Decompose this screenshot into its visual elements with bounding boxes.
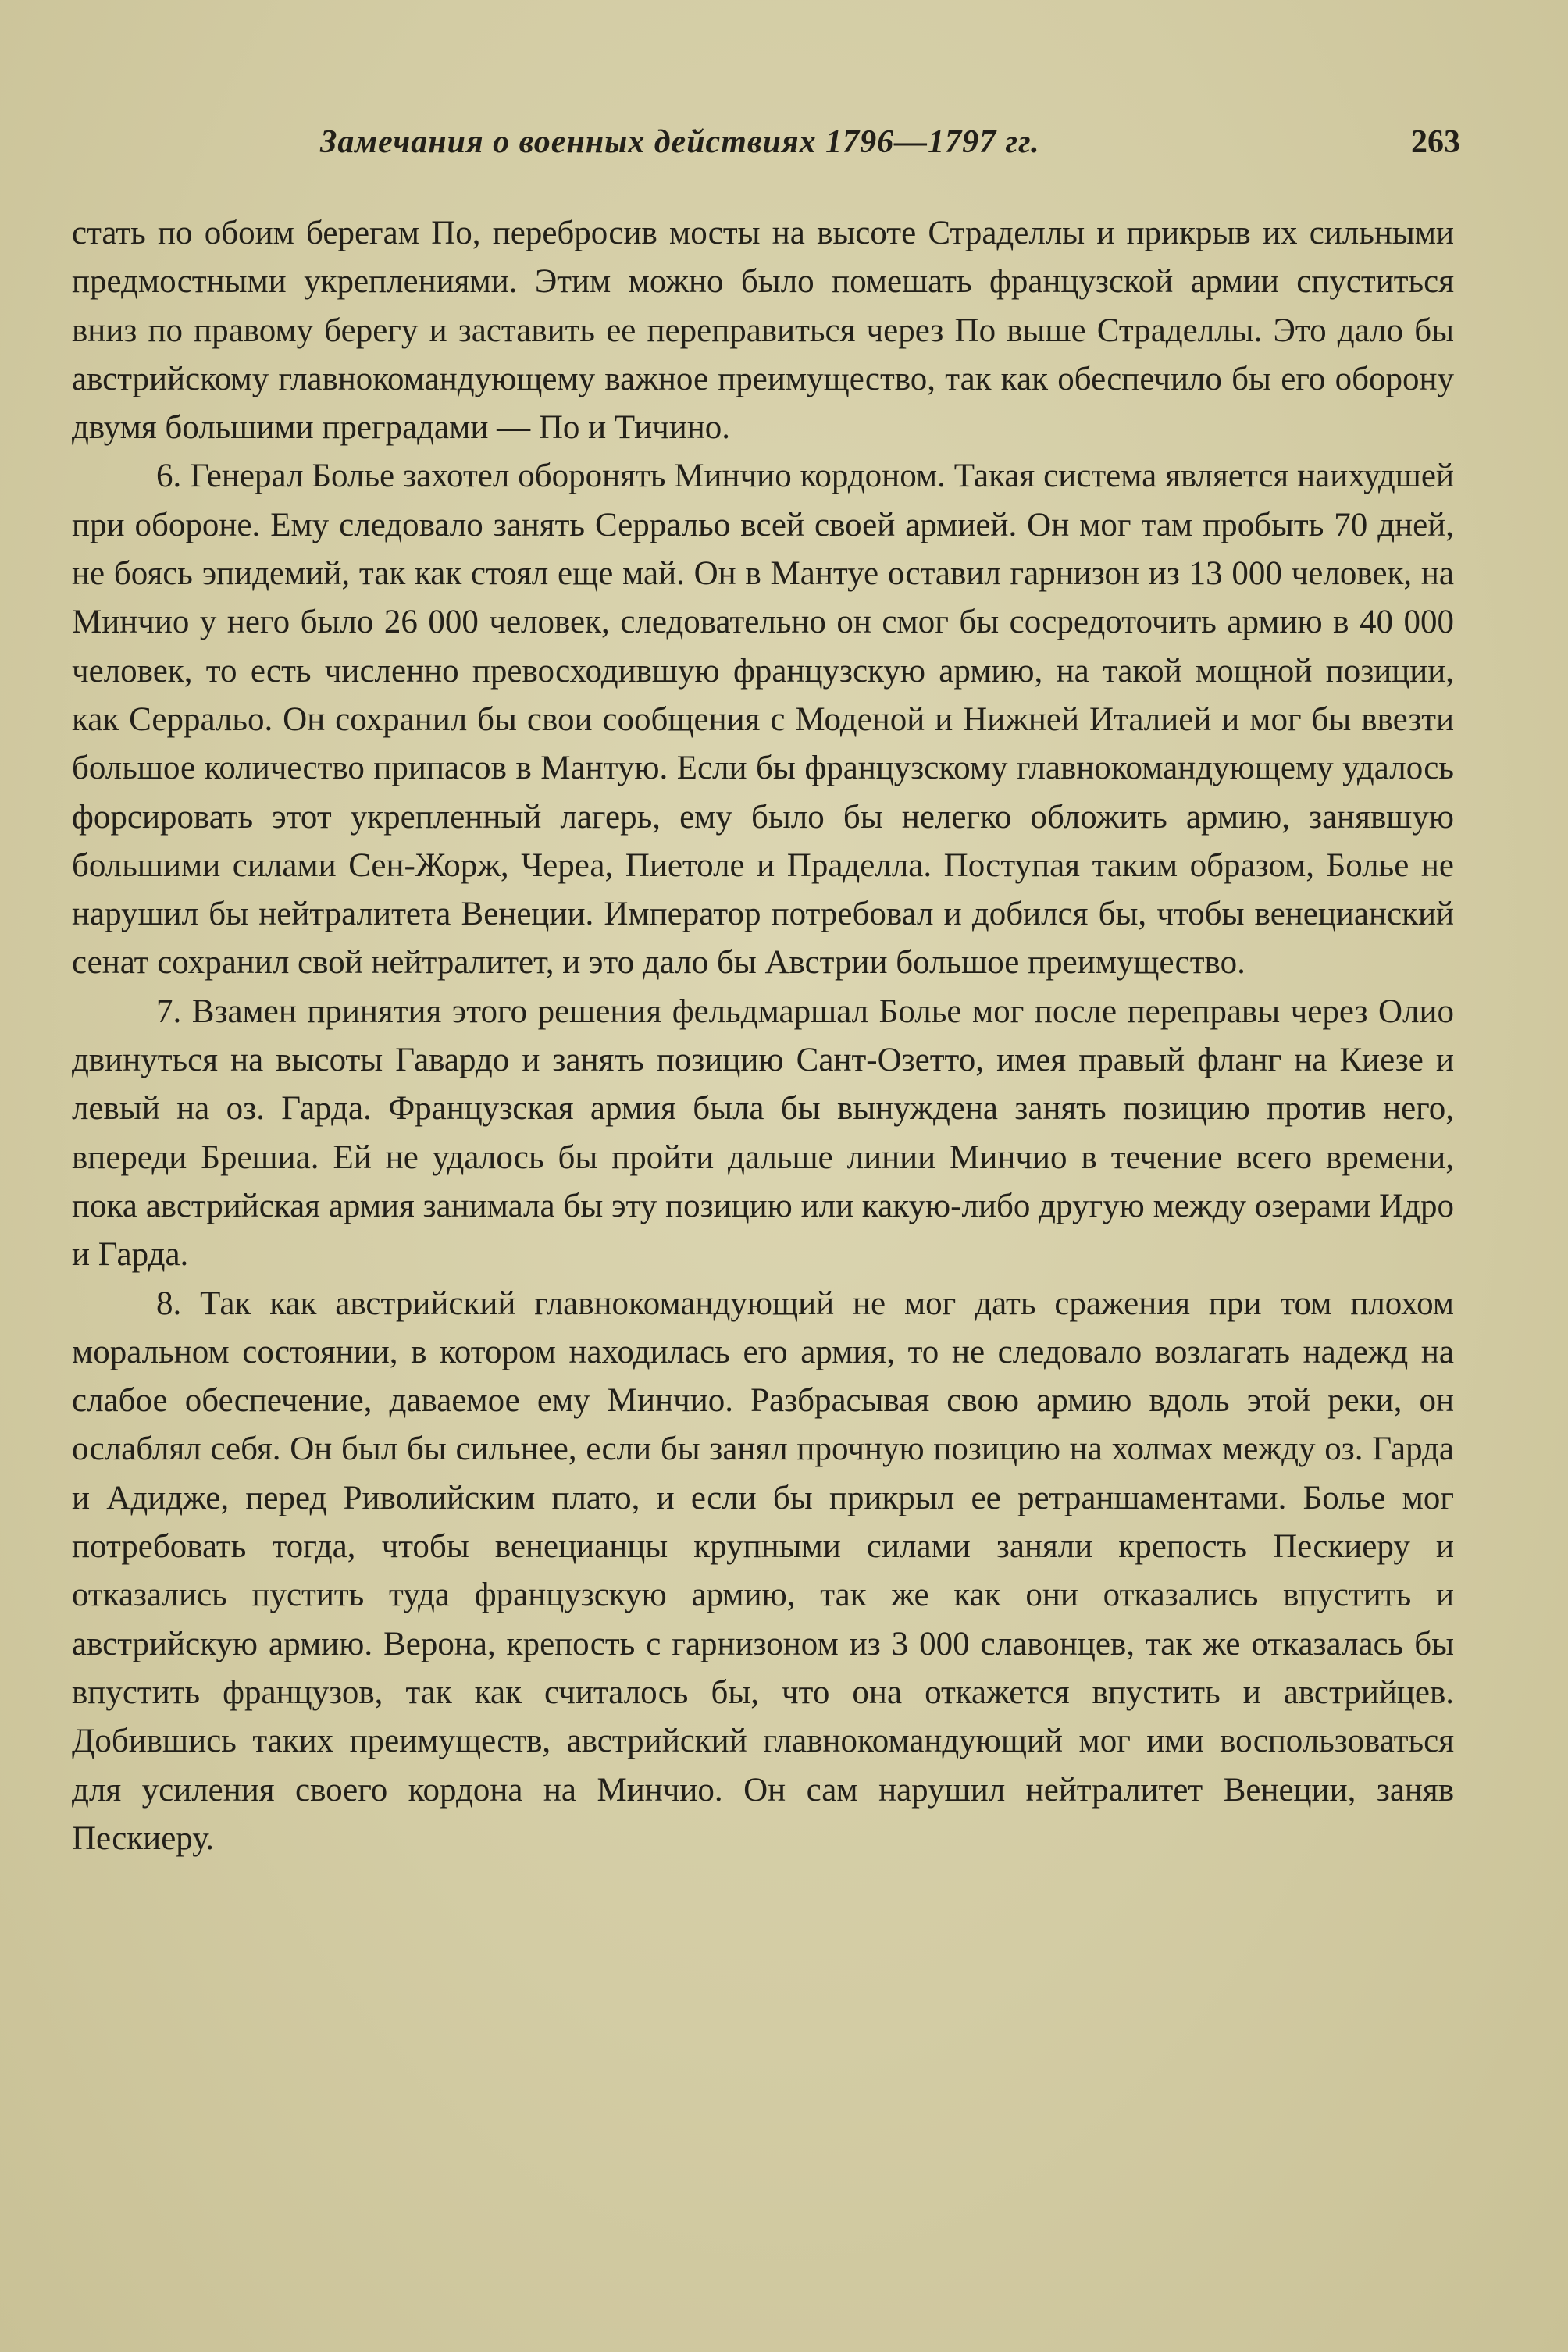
paragraph-continuation: стать по обоим берегам По, перебросив мосты на высоте Страделлы и прикрыв их сильными предмостными укреплениями. Этим можно было помешать французской армии спуститься вниз по правому берегу и заставить ее переправиться через По выше Страделлы. Это дало бы австрийскому главнокомандующему важное преимущество, так как обеспечило бы его оборону двумя большими преградами — По и Тичино. [72, 215, 1454, 447]
paragraph-8: 8. Так как австрийский главнокомандующий не мог дать сражения при том плохом моральном состоянии, в котором находилась его армия, то не следовало возлагать надежд на слабое обеспечение, даваемое ему Минчио. Разбрасывая свою армию вдоль этой реки, он ослаблял себя. Он был бы сильнее, если бы занял прочную позицию на холмах между оз. Гарда и Адидже, перед Риволийским плато, и если бы прикрыл ее ретраншаментами. Болье мог потребовать тогда, чтобы венецианцы крупными силами заняли крепость Пескиеру и отказались пустить туда французскую армию, так же как они отказались впустить и австрийскую армию. Верона, крепость с гарнизоном из 3 000 славонцев, так же отказалась бы впустить французов, так как считалось бы, что она откажется впустить и австрийцев. Добившись таких преимуществ, австрийский главнокомандующий мог ими воспользоваться для усиления своего кордона на Минчио. Он сам нарушил нейтралитет Венеции, заняв Пескиеру. [72, 1285, 1454, 1857]
page-number: 263 [1411, 124, 1460, 160]
body-text [72, 209, 1454, 1863]
running-title: Замечания о военных действиях 1796—1797 гг. [320, 124, 1040, 160]
paragraph-6: 6. Генерал Болье захотел оборонять Минчио кордоном. Такая система является наихудшей при обороне. Ему следовало занять Серральо всей своей армией. Он мог там пробыть 70 дней, не боясь эпидемий, так как стоял еще май. Он в Мантуе оставил гарнизон из 13 000 человек, на Минчио у него было 26 000 человек, следовательно он смог бы сосредоточить армию в 40 000 человек, то есть численно превосходившую французскую армию, на такой мощной позиции, как Серральо. Он сохранил бы свои сообщения с Моденой и Нижней Италией и мог бы ввезти большое количество припасов в Мантую. Если бы французскому главнокомандующему удалось форсировать этот укрепленный лагерь, ему было бы нелегко обложить армию, занявшую большими силами Сен-Жорж, Череа, Пиетоле и Праделла. Поступая таким образом, Болье не нарушил бы нейтралитета Венеции. Император потребовал и добился бы, чтобы венецианский сенат сохранил свой нейтралитет, и это дало бы Австрии большое преимущество. [72, 458, 1454, 982]
page-header [320, 123, 1460, 170]
paragraph-7: 7. Взамен принятия этого решения фельдмаршал Болье мог после переправы через Олио двинуться на высоты Гавардо и занять позицию Сант-Озетто, имея правый фланг на Киезе и левый на оз. Гарда. Французская армия была бы вынуждена занять позицию против него, впереди Брешиа. Ей не удалось бы пройти дальше линии Минчио в течение всего времени, пока австрийская армия занимала бы эту позицию или какую-либо другую между озерами Идро и Гарда. [72, 992, 1454, 1274]
